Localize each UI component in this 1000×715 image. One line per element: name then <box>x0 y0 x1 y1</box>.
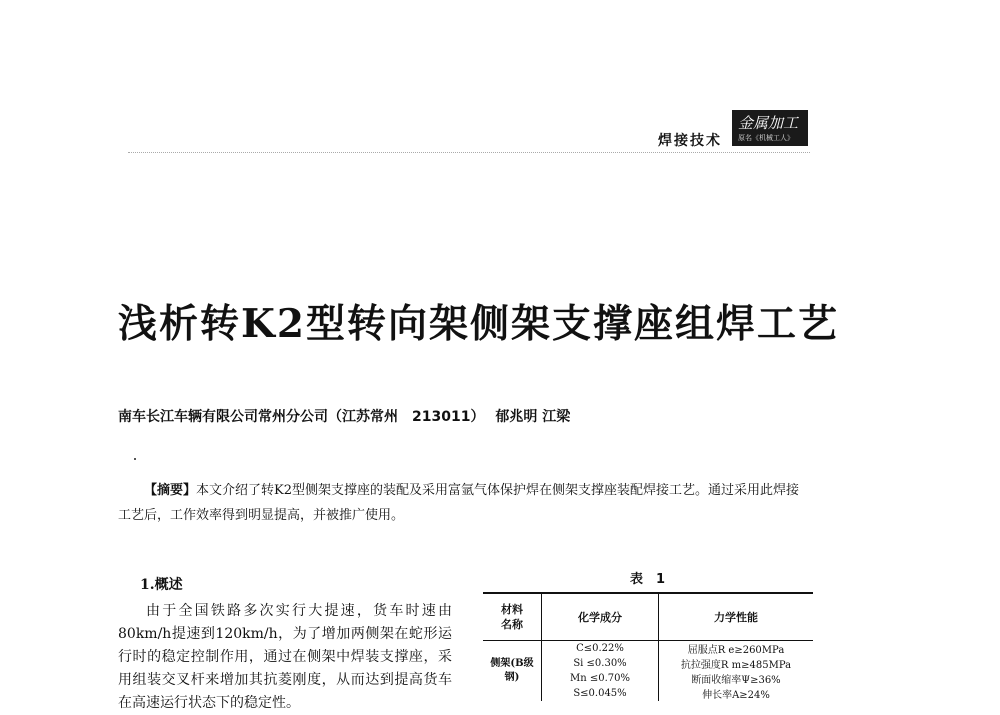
table-header-row <box>483 593 813 641</box>
running-header-section: 焊接技术 <box>658 133 722 149</box>
header-chemistry: 化学成分 <box>542 593 659 641</box>
journal-logo <box>732 110 808 146</box>
author-line <box>118 406 570 426</box>
section-heading: 1.概述 <box>140 577 183 593</box>
abstract <box>118 478 810 528</box>
abstract-label: 【摘要】 <box>144 483 197 498</box>
header-divider <box>128 152 810 153</box>
author-names: 郁兆明 江梁 <box>495 409 571 425</box>
header-mechanical: 力学性能 <box>659 593 814 641</box>
affiliation: 南车长江车辆有限公司常州分公司（江苏常州 213011） <box>118 409 485 425</box>
chem-cell: Mn ≤0.70% <box>542 671 659 686</box>
material-cell: 侧架(B级钢) <box>483 641 542 702</box>
chem-cell: C≤0.22% <box>542 641 659 657</box>
paper-title: 浅析转K2型转向架侧架支撑座组焊工艺 <box>118 301 840 347</box>
journal-logo-text: 金属加工 <box>738 114 799 132</box>
scan-speck <box>134 458 136 460</box>
mech-cell: 抗拉强度R m≥485MPa <box>680 660 792 671</box>
body-paragraph: 由于全国铁路多次实行大提速，货车时速由80km/h提速到120km/h，为了增加两侧架在蛇形运行时的稳定控制作用，通过在侧架中焊装支撑座，采用组装交叉杆来增加其抗菱刚度，从而达到提高货车在高速运行状态下的稳定性。 <box>118 603 452 711</box>
mech-cell: 屈服点R e≥260MPa <box>687 645 785 656</box>
table-row <box>483 641 813 657</box>
mech-cell: 伸长率A≥24% <box>702 690 770 701</box>
table-caption: 表 1 <box>630 572 666 587</box>
header-material: 材料名称 <box>483 593 542 641</box>
chem-cell: Si ≤0.30% <box>542 656 659 671</box>
chem-cell: S≤0.045% <box>542 686 659 701</box>
abstract-text: 本文介绍了转K2型侧架支撑座的装配及采用富氩气体保护焊在侧架支撑座装配焊接工艺。通过采用此焊接工艺后，工作效率得到明显提高，并被推广使用。 <box>118 483 799 523</box>
mech-cell: 断面收缩率Ψ≥36% <box>691 675 781 686</box>
material-properties-table <box>483 592 813 701</box>
journal-logo-subtitle: 原名《机械工人》 <box>738 134 794 142</box>
